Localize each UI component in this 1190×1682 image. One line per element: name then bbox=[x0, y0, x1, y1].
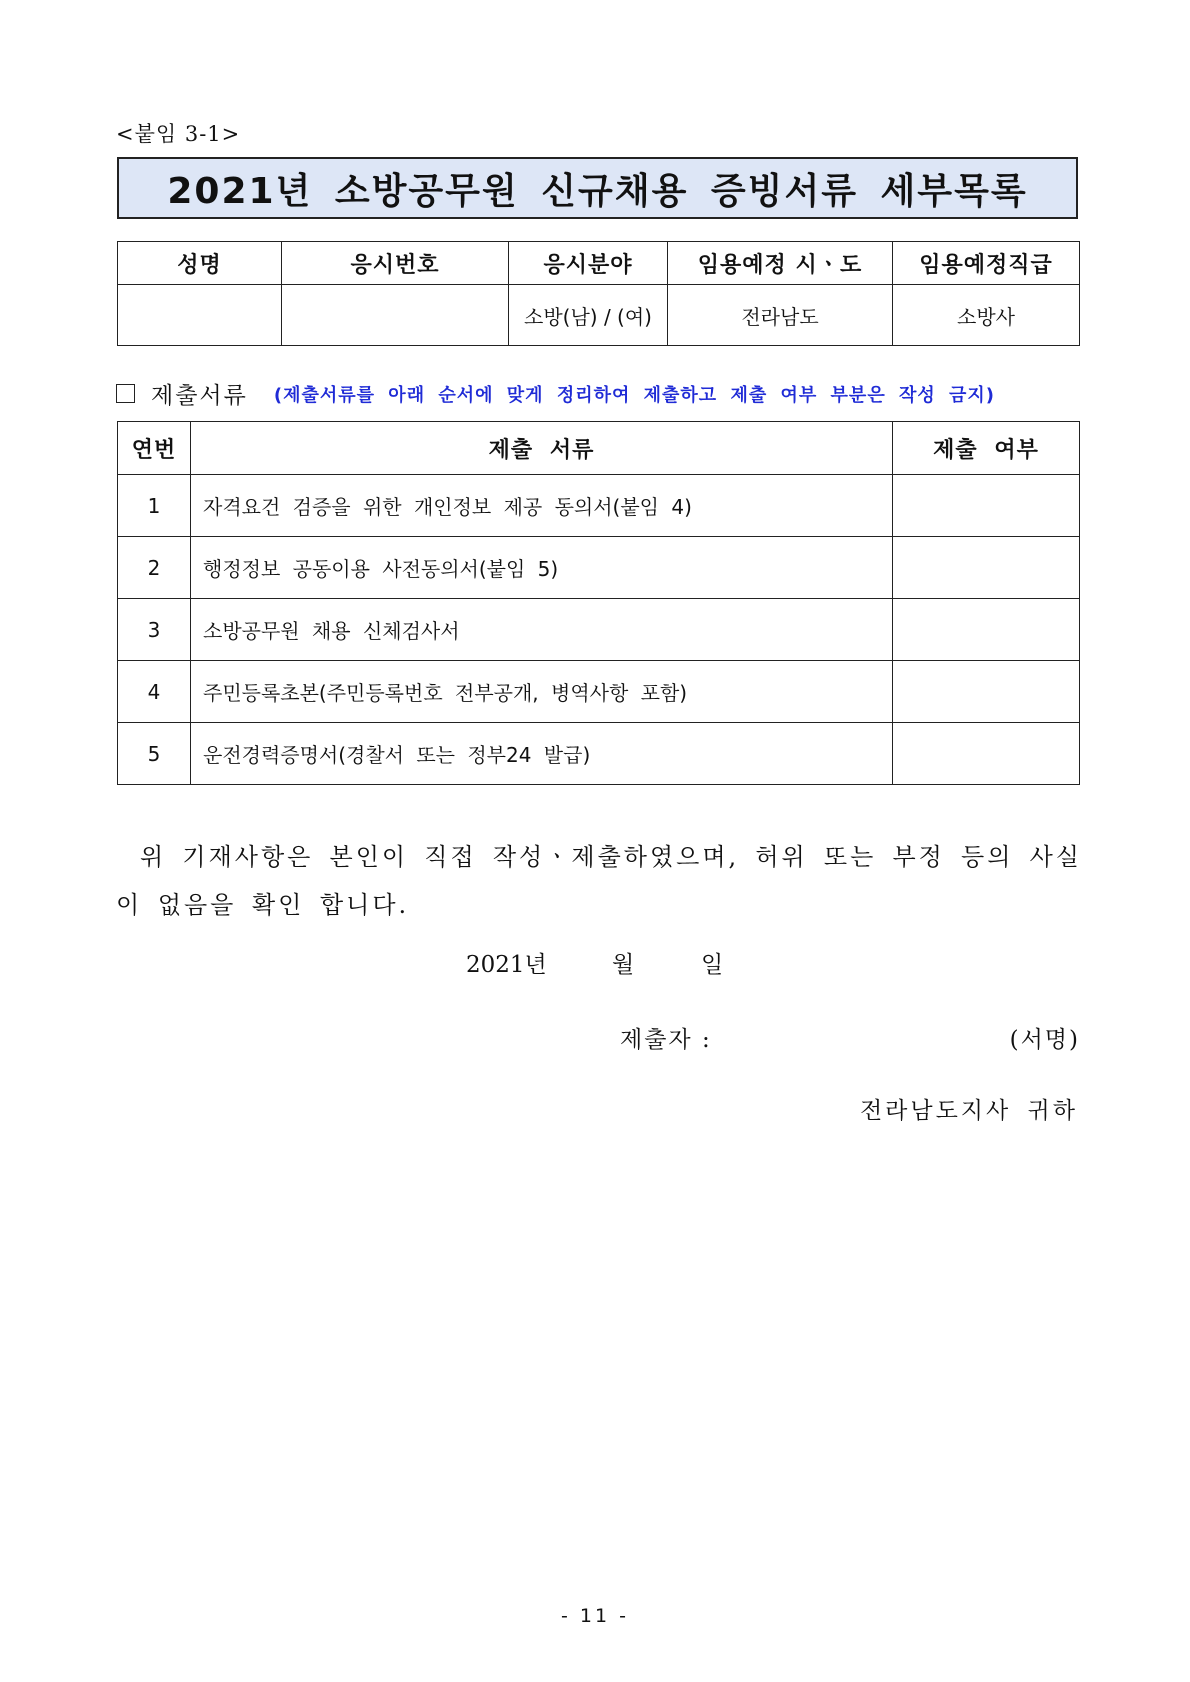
appointment-rank-value: 소방사 bbox=[893, 285, 1080, 346]
submitter-label: 제출자 : bbox=[620, 1027, 712, 1053]
addressee: 전라남도지사 귀하 bbox=[859, 1098, 1078, 1124]
document-name: 주민등록초본(주민등록번호 전부공개, 병역사항 포함) bbox=[191, 661, 893, 723]
documents-table bbox=[117, 421, 1080, 785]
submitted-cell bbox=[893, 475, 1080, 537]
submitted-cell bbox=[893, 599, 1080, 661]
header-appointment-region: 임용예정 시ㆍ도 bbox=[668, 242, 893, 285]
document-title: 2021년 소방공무원 신규채용 증빙서류 세부목록 bbox=[167, 170, 1028, 212]
name-field[interactable] bbox=[118, 285, 282, 346]
submission-note: (제출서류를 아래 순서에 맞게 정리하여 제출하고 제출 여부 부분은 작성 금지) bbox=[273, 384, 996, 406]
row-number: 1 bbox=[118, 475, 191, 537]
table-row bbox=[118, 475, 1080, 537]
document-title-box bbox=[117, 157, 1078, 219]
documents-header-row bbox=[118, 422, 1080, 475]
attachment-label: <붙임 3-1> bbox=[116, 122, 241, 146]
date-day: 일 bbox=[701, 952, 724, 978]
date-month: 월 bbox=[612, 952, 635, 978]
header-appointment-rank: 임용예정직급 bbox=[893, 242, 1080, 285]
document-name: 행정정보 공동이용 사전동의서(붙임 5) bbox=[191, 537, 893, 599]
header-submitted: 제출 여부 bbox=[893, 422, 1080, 475]
header-document: 제출 서류 bbox=[191, 422, 893, 475]
table-row bbox=[118, 723, 1080, 785]
header-name: 성명 bbox=[118, 242, 282, 285]
submitted-cell bbox=[893, 661, 1080, 723]
date-year: 2021년 bbox=[466, 952, 547, 978]
signature-label: (서명) bbox=[1009, 1027, 1080, 1053]
row-number: 5 bbox=[118, 723, 191, 785]
applicant-info-table bbox=[117, 241, 1080, 346]
applicant-value-row bbox=[118, 285, 1080, 346]
submission-heading bbox=[116, 377, 995, 410]
appointment-region-value: 전라남도 bbox=[668, 285, 893, 346]
exam-field-value: 소방(남) / (여) bbox=[509, 285, 668, 346]
submission-checkbox[interactable] bbox=[116, 384, 135, 403]
document-name: 자격요건 검증을 위한 개인정보 제공 동의서(붙임 4) bbox=[191, 475, 893, 537]
document-name: 소방공무원 채용 신체검사서 bbox=[191, 599, 893, 661]
table-row bbox=[118, 599, 1080, 661]
row-number: 2 bbox=[118, 537, 191, 599]
applicant-header-row bbox=[118, 242, 1080, 285]
table-row bbox=[118, 537, 1080, 599]
header-exam-number: 응시번호 bbox=[282, 242, 509, 285]
submission-label: 제출서류 bbox=[151, 383, 248, 409]
table-row bbox=[118, 661, 1080, 723]
submitted-cell bbox=[893, 537, 1080, 599]
row-number: 4 bbox=[118, 661, 191, 723]
document-name: 운전경력증명서(경찰서 또는 정부24 발급) bbox=[191, 723, 893, 785]
confirmation-statement: 위 기재사항은 본인이 직접 작성ㆍ제출하였으며, 허위 또는 부정 등의 사실이 없음을 확인 합니다. bbox=[116, 843, 1082, 919]
header-exam-field: 응시분야 bbox=[509, 242, 668, 285]
submitted-cell bbox=[893, 723, 1080, 785]
row-number: 3 bbox=[118, 599, 191, 661]
page-number: - 11 - bbox=[561, 1605, 629, 1627]
exam-number-field[interactable] bbox=[282, 285, 509, 346]
header-serial: 연번 bbox=[118, 422, 191, 475]
